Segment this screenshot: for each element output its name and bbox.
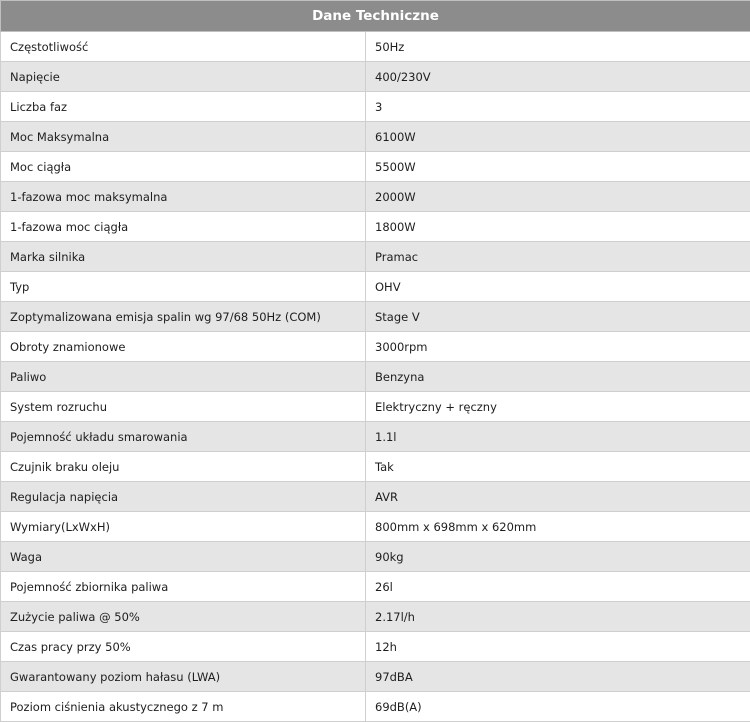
table-row bbox=[1, 182, 750, 212]
table-row bbox=[1, 152, 750, 182]
row-label: Czas pracy przy 50% bbox=[1, 632, 366, 662]
row-label: Typ bbox=[1, 272, 366, 302]
table-header-row bbox=[1, 1, 750, 32]
table-row bbox=[1, 692, 750, 722]
row-label: Moc ciągła bbox=[1, 152, 366, 182]
row-label: Pojemność zbiornika paliwa bbox=[1, 572, 366, 602]
row-label: Zużycie paliwa @ 50% bbox=[1, 602, 366, 632]
row-value: Tak bbox=[366, 452, 750, 482]
table-row bbox=[1, 512, 750, 542]
table-row bbox=[1, 662, 750, 692]
row-label: Waga bbox=[1, 542, 366, 572]
row-value: Benzyna bbox=[366, 362, 750, 392]
row-label: Paliwo bbox=[1, 362, 366, 392]
table-row bbox=[1, 272, 750, 302]
row-value: 3000rpm bbox=[366, 332, 750, 362]
row-label: Zoptymalizowana emisja spalin wg 97/68 50Hz (COM) bbox=[1, 302, 366, 332]
row-value: 97dBA bbox=[366, 662, 750, 692]
table-row bbox=[1, 32, 750, 62]
row-value: 6100W bbox=[366, 122, 750, 152]
table-row bbox=[1, 212, 750, 242]
table-row bbox=[1, 392, 750, 422]
row-value: Stage V bbox=[366, 302, 750, 332]
row-label: Pojemność układu smarowania bbox=[1, 422, 366, 452]
row-value: 2000W bbox=[366, 182, 750, 212]
row-value: 1.1l bbox=[366, 422, 750, 452]
row-label: System rozruchu bbox=[1, 392, 366, 422]
row-label: 1-fazowa moc ciągła bbox=[1, 212, 366, 242]
row-label: 1-fazowa moc maksymalna bbox=[1, 182, 366, 212]
row-value: 3 bbox=[366, 92, 750, 122]
row-label: Poziom ciśnienia akustycznego z 7 m bbox=[1, 692, 366, 722]
table-row bbox=[1, 302, 750, 332]
row-label: Częstotliwość bbox=[1, 32, 366, 62]
row-label: Obroty znamionowe bbox=[1, 332, 366, 362]
row-value: 12h bbox=[366, 632, 750, 662]
row-value: AVR bbox=[366, 482, 750, 512]
row-value: OHV bbox=[366, 272, 750, 302]
row-value: 800mm x 698mm x 620mm bbox=[366, 512, 750, 542]
row-value: 1800W bbox=[366, 212, 750, 242]
row-label: Gwarantowany poziom hałasu (LWA) bbox=[1, 662, 366, 692]
table-row bbox=[1, 632, 750, 662]
table-title: Dane Techniczne bbox=[1, 1, 750, 32]
table-row bbox=[1, 62, 750, 92]
table-row bbox=[1, 92, 750, 122]
table-body bbox=[1, 32, 750, 722]
table-row bbox=[1, 572, 750, 602]
table-row bbox=[1, 542, 750, 572]
table-row bbox=[1, 122, 750, 152]
row-value: 50Hz bbox=[366, 32, 750, 62]
table-row bbox=[1, 362, 750, 392]
row-value: 26l bbox=[366, 572, 750, 602]
table-row bbox=[1, 452, 750, 482]
row-label: Moc Maksymalna bbox=[1, 122, 366, 152]
table-row bbox=[1, 422, 750, 452]
row-label: Wymiary(LxWxH) bbox=[1, 512, 366, 542]
row-label: Liczba faz bbox=[1, 92, 366, 122]
table-row bbox=[1, 602, 750, 632]
row-value: 2.17l/h bbox=[366, 602, 750, 632]
row-label: Regulacja napięcia bbox=[1, 482, 366, 512]
table-row bbox=[1, 332, 750, 362]
row-value: 69dB(A) bbox=[366, 692, 750, 722]
table-row bbox=[1, 482, 750, 512]
row-value: Elektryczny + ręczny bbox=[366, 392, 750, 422]
row-value: 90kg bbox=[366, 542, 750, 572]
row-value: Pramac bbox=[366, 242, 750, 272]
row-value: 5500W bbox=[366, 152, 750, 182]
row-label: Marka silnika bbox=[1, 242, 366, 272]
table-row bbox=[1, 242, 750, 272]
row-label: Napięcie bbox=[1, 62, 366, 92]
row-label: Czujnik braku oleju bbox=[1, 452, 366, 482]
row-value: 400/230V bbox=[366, 62, 750, 92]
